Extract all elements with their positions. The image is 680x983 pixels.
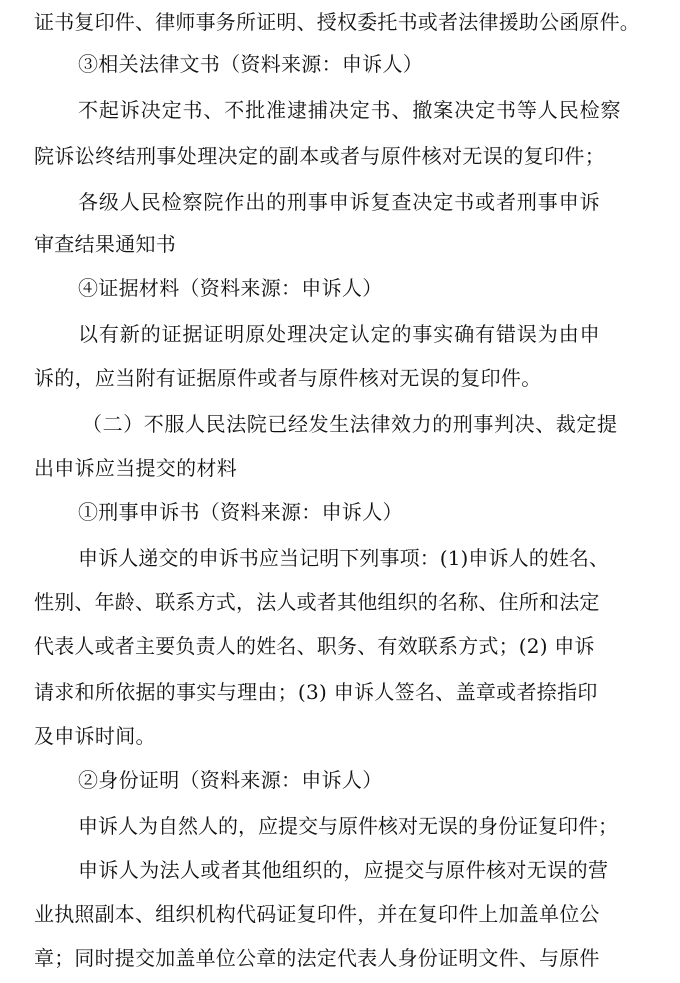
text-line-5: 各级人民检察院作出的刑事申诉复查决定书或者刑事申诉 — [78, 190, 601, 214]
text-line-21: 业执照副本、组织机构代码证复印件，并在复印件上加盖单位公 — [34, 902, 600, 926]
text-line-15: 代表人或者主要负责人的姓名、职务、有效联系方式；(2) 申诉 — [34, 634, 595, 658]
text-line-1: 证书复印件、律师事务所证明、授权委托书或者法律援助公函原件。 — [34, 10, 640, 34]
text-line-22: 章；同时提交加盖单位公章的法定代表人身份证明文件、与原件 — [34, 946, 600, 970]
text-line-11: 出申诉应当提交的材料 — [34, 456, 237, 480]
text-line-20: 申诉人为法人或者其他组织的，应提交与原件核对无误的营 — [78, 858, 609, 882]
text-line-4: 院诉讼终结刑事处理决定的副本或者与原件核对无误的复印件； — [34, 144, 606, 168]
text-line-9: 诉的，应当附有证据原件或者与原件核对无误的复印件。 — [34, 366, 542, 390]
text-line-3: 不起诉决定书、不批准逮捕决定书、撤案决定书等人民检察 — [78, 98, 622, 122]
text-line-6: 审查结果通知书 — [34, 232, 177, 256]
section-heading-legal-documents: ③相关法律文书（资料来源：申诉人） — [78, 52, 424, 76]
section-heading-petition: ①刑事申诉书（资料来源：申诉人） — [78, 500, 403, 524]
text-line-13: 申诉人递交的申诉书应当记明下列事项：(1)申诉人的姓名、 — [78, 546, 610, 570]
text-line-16: 请求和所依据的事实与理由；(3) 申诉人签名、盖章或者捺指印 — [34, 680, 598, 704]
text-line-14: 性别、年龄、联系方式，法人或者其他组织的名称、住所和法定 — [34, 590, 600, 614]
text-line-8: 以有新的证据证明原处理决定认定的事实确有错误为由申 — [78, 322, 601, 346]
section-heading-evidence: ④证据材料（资料来源：申诉人） — [78, 276, 383, 300]
text-line-17: 及申诉时间。 — [34, 724, 156, 748]
section-heading-court-judgment: （二）不服人民法院已经发生法律效力的刑事判决、裁定提 — [82, 412, 618, 436]
section-heading-identity: ②身份证明（资料来源：申诉人） — [78, 768, 383, 792]
text-line-19: 申诉人为自然人的，应提交与原件核对无误的身份证复印件； — [78, 814, 618, 838]
